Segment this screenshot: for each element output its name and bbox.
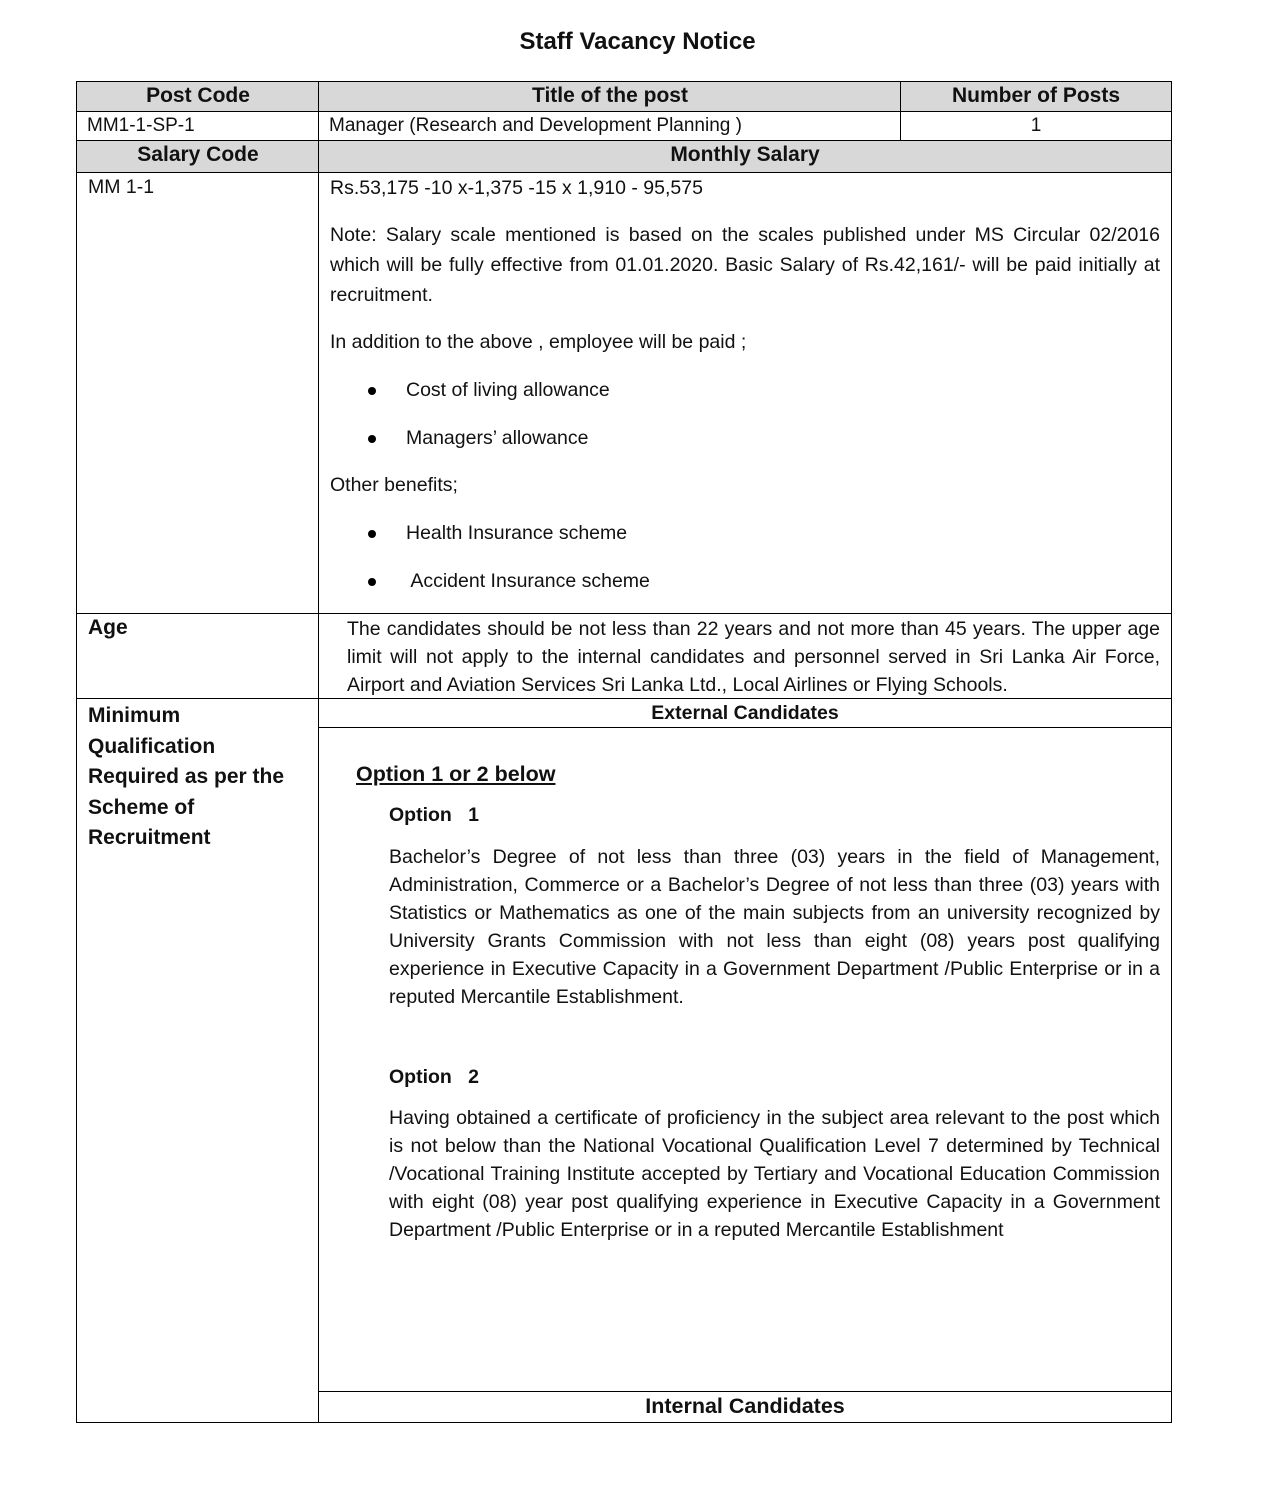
salary-scale: Rs.53,175 -10 x-1,375 -15 x 1,910 - 95,575 (330, 177, 703, 199)
post-code-value: MM1-1-SP-1 (76, 111, 320, 142)
option2-text: Having obtained a certificate of proficiency in the subject area relevant to the post which is not below than the National Vocational Qualification Level 7 determined by Technical /Vocational Training Institute accepted by Tertiary and Vocational Education Commission with eight (08) year post qualifying experience in Executive Capacity in a Government Department /Public Enterprise or in a reputed Mercantile Establishment (389, 1107, 1160, 1241)
post-code-header: Post Code (76, 81, 320, 113)
salary-note: Note: Salary scale mentioned is based on the scales published under MS Circular 02/2016 which will be fully effective from 01.01.2020. Basic Salary of Rs.42,161/- will be paid initially at recruitment. (330, 224, 1160, 306)
monthly-salary-header: Monthly Salary (318, 140, 1172, 174)
other-benefits-intro: Other benefits; (330, 474, 458, 496)
internal-candidates-header: Internal Candidates (645, 1394, 845, 1418)
external-candidates-header: External Candidates (651, 702, 839, 724)
number-of-posts-value: 1 (900, 111, 1172, 142)
salary-code-value: MM 1-1 (88, 176, 155, 198)
bullet-icon (368, 578, 376, 586)
options-heading: Option 1 or 2 below (356, 762, 556, 786)
vacancy-table: Post Code Title of the post Number of Posts MM1-1-SP-1 Manager (Research and Development Planning ) 1 Salary Code Monthly Salary MM 1-1 Rs.53,175 -10 x-1,375 -15 x 1,910 - 95,575 Note: Salary scale mentioned is based on the scales published under MS Circular 02/2016 which will be fully effective from 01.01.2020. Basic Salary of Rs.42,161/- will be paid initially at recruitment. In addition to the above , employee will be paid ; Cost of living allowance Managers’ allowance Other benefits; Health Insurance scheme Accident Insurance scheme Age The candidates should be not less than 22 years and not more than 45 years. The upper age limit will not apply to the internal candidates and personnel served in Sri Lanka Air Force, Airport and Aviation Services Sri Lanka Ltd., Local Airlines or Flying Schools. Minimum Qualification Required as per the Scheme of Recruitment External Candidates Option 1 or 2 below Option 1 Bachelor’s Degree of not less than three (03) years in the field of Management, Administration, Commerce or a Bachelor’s Degree of not less than three (03) years with Statistics or Mathematics as one of the main subjects from an university recognized by University Grants Commission with not less than eight (08) years post qualifying experience in Executive Capacity in a Government Department /Public Enterprise or in a reputed Mercantile Establishment. Option 2 Having obtained a certificate of proficiency in the subject area relevant to the post which is not below than the National Vocational Qualification Level 7 determined by Technical /Vocational Training Institute accepted by Tertiary and Vocational Education Commission with eight (08) year post qualifying experience in Executive Capacity in a Government Department /Public Enterprise or in a reputed Mercantile Establishment Internal Candidates (76, 81, 1172, 1423)
age-label: Age (88, 616, 128, 639)
salary-code-cell (76, 172, 320, 615)
bullet-icon (368, 387, 376, 395)
post-title-value: Manager (Research and Development Planning ) (318, 111, 902, 142)
age-text: The candidates should be not less than 22 years and not more than 45 years. The upper age limit will not apply to the internal candidates and personnel served in Sri Lanka Air Force, Airport and Aviation Services Sri Lanka Ltd., Local Airlines or Flying Schools. (347, 618, 1160, 696)
addition-intro: In addition to the above , employee will be paid ; (330, 331, 747, 353)
bullet-icon (368, 530, 376, 538)
option1-title: Option 1 (389, 804, 479, 826)
qualification-label-line: Required as per the (88, 765, 285, 788)
option1-text: Bachelor’s Degree of not less than three (03) years in the field of Management, Administration, Commerce or a Bachelor’s Degree of not less than three (03) years with Statistics or Mathematics as one of the main subjects from an university recognized by University Grants Commission with not less than eight (08) years post qualifying experience in Executive Capacity in a Government Department /Public Enterprise or in a reputed Mercantile Establishment. (389, 846, 1160, 1008)
number-of-posts-header: Number of Posts (900, 81, 1172, 113)
option2-title: Option 2 (389, 1066, 479, 1088)
qualification-label-line: Scheme of (88, 796, 195, 819)
bullet-icon (368, 435, 376, 443)
page-title: Staff Vacancy Notice (519, 28, 756, 55)
title-of-post-header: Title of the post (318, 81, 902, 113)
salary-code-header: Salary Code (76, 140, 320, 174)
qualification-label-line: Qualification (88, 735, 216, 758)
qualification-label-line: Recruitment (88, 826, 211, 849)
qualification-label-line: Minimum (88, 704, 181, 727)
